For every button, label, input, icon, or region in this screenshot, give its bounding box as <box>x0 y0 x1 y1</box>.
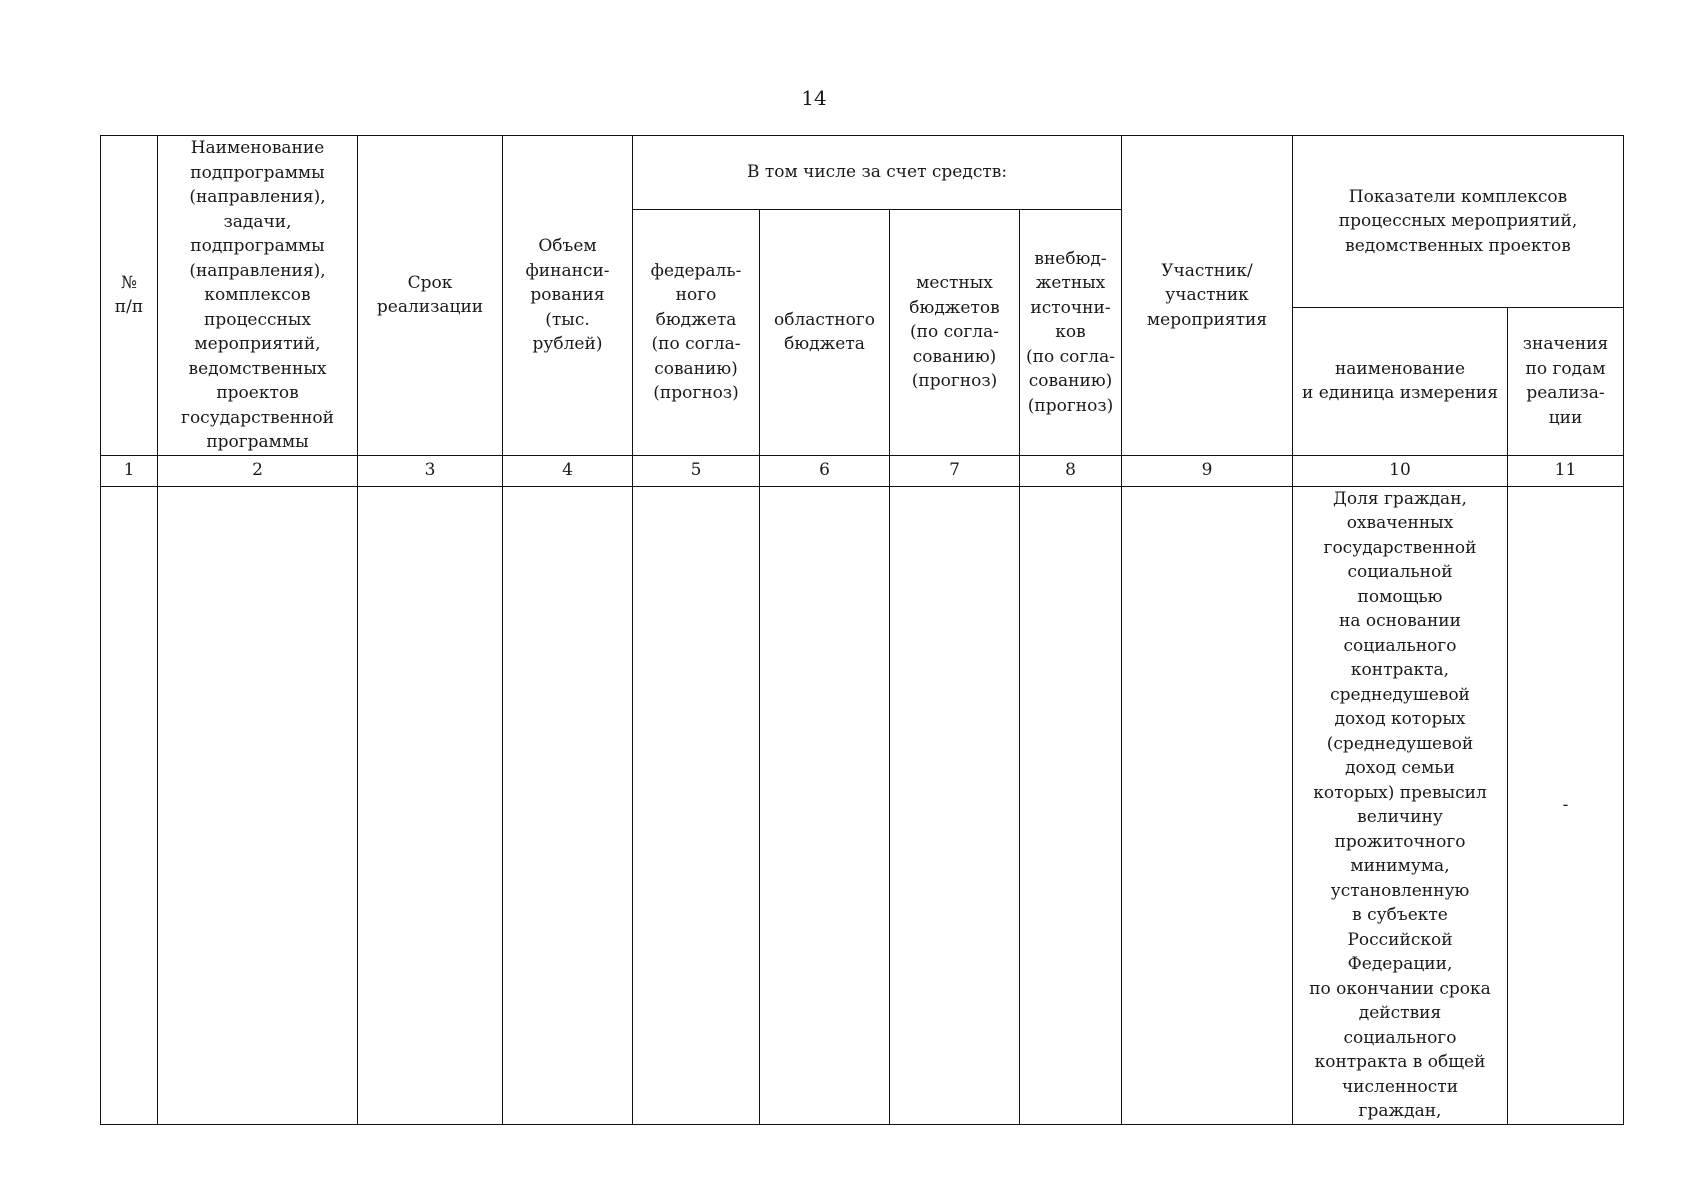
header-indicator-values: значения по годам реализа- ции <box>1508 307 1624 455</box>
header-regional-budget: областного бюджета <box>760 210 890 456</box>
cell-regional-budget <box>760 486 890 1124</box>
header-name: Наименование подпрограммы (направления), задачи, подпрограммы (направления), комплексов процессных мероприятий, ведомственных проектов государственной программы <box>158 136 358 456</box>
cell-local-budgets <box>890 486 1020 1124</box>
program-table <box>100 135 1624 1125</box>
cell-participant <box>1122 486 1293 1124</box>
column-number: 4 <box>503 455 633 486</box>
column-number: 7 <box>890 455 1020 486</box>
cell-number <box>101 486 158 1124</box>
header-participant: Участник/ участник мероприятия <box>1122 136 1293 456</box>
column-number: 10 <box>1293 455 1508 486</box>
cell-indicator-name: Доля граждан, охваченных государственной социальной помощью на основании социального контракта, среднедушевой доход которых (среднедушевой доход семьи которых) превысил величину прожиточного минимума, установленную в субъекте Российской Федерации, по окончании срока действия социального контракта в общей численности граждан, <box>1293 486 1508 1124</box>
header-indicator-name: наименование и единица измерения <box>1293 307 1508 455</box>
header-indicators-group: Показатели комплексов процессных мероприятий, ведомственных проектов <box>1293 136 1624 308</box>
column-number: 1 <box>101 455 158 486</box>
column-number: 6 <box>760 455 890 486</box>
header-extrabudgetary-sources: внебюд- жетных источни- ков (по согла- сованию) (прогноз) <box>1020 210 1122 456</box>
header-period: Срок реализации <box>358 136 503 456</box>
column-number: 2 <box>158 455 358 486</box>
cell-federal-budget <box>633 486 760 1124</box>
column-number: 11 <box>1508 455 1624 486</box>
header-funding-sources-group: В том числе за счет средств: <box>633 136 1122 210</box>
column-number: 5 <box>633 455 760 486</box>
column-number: 8 <box>1020 455 1122 486</box>
column-numbers-row <box>101 455 1624 486</box>
cell-extrabudgetary-sources <box>1020 486 1122 1124</box>
column-number: 3 <box>358 455 503 486</box>
table-row <box>101 486 1624 1124</box>
cell-period <box>358 486 503 1124</box>
page-number: 14 <box>801 86 827 110</box>
column-number: 9 <box>1122 455 1293 486</box>
header-number: № п/п <box>101 136 158 456</box>
header-federal-budget: федераль- ного бюджета (по согла- сованию) (прогноз) <box>633 210 760 456</box>
header-funding-volume: Объем финанси- рования (тыс. рублей) <box>503 136 633 456</box>
cell-funding-volume <box>503 486 633 1124</box>
cell-name <box>158 486 358 1124</box>
header-local-budgets: местных бюджетов (по согла- сованию) (прогноз) <box>890 210 1020 456</box>
cell-indicator-values: - <box>1508 486 1624 1124</box>
